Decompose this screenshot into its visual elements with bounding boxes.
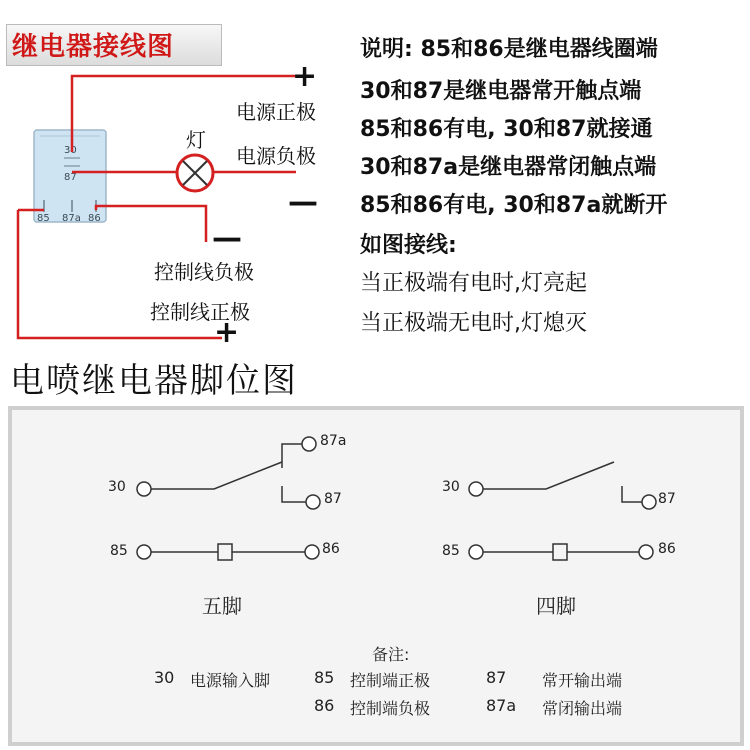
- four-pin-30-terminal: [469, 482, 483, 496]
- lamp-label: 灯: [186, 128, 206, 152]
- note-line-5: 85和86有电, 30和87a就断开: [360, 193, 668, 218]
- power-positive-label: 电源正极: [236, 100, 316, 124]
- minus-sign-power: —: [288, 185, 318, 220]
- five-pin-caption: 五脚: [202, 594, 242, 618]
- five-pin-87-wire: [282, 486, 306, 502]
- four-pin-87-terminal: [642, 495, 656, 509]
- legend-num: 87: [486, 668, 507, 687]
- note-line-8: 当正极端无电时,灯熄灭: [360, 311, 587, 336]
- note-line-2: 30和87是继电器常开触点端: [360, 79, 642, 104]
- five-pin-label-87: 87: [324, 491, 342, 507]
- four-pin-caption: 四脚: [536, 594, 576, 618]
- power-negative-label: 电源负极: [236, 144, 316, 168]
- note-line-4: 30和87a是继电器常闭触点端: [360, 155, 657, 180]
- legend-num: 86: [314, 696, 335, 715]
- five-pin-switch-arm: [151, 462, 282, 489]
- legend-desc: 电源输入脚: [190, 671, 271, 690]
- note-line-3: 85和86有电, 30和87就接通: [360, 117, 653, 142]
- five-pin-coil: [218, 544, 232, 560]
- legend-desc: 控制端负极: [350, 699, 431, 718]
- five-pin-30-terminal: [137, 482, 151, 496]
- legend-desc: 控制端正极: [350, 671, 431, 690]
- five-pin-label-30: 30: [108, 479, 126, 495]
- five-pin-85-terminal: [137, 545, 151, 559]
- note-line-7: 当正极端有电时,灯亮起: [360, 271, 587, 296]
- plus-sign-power: +: [292, 59, 318, 94]
- legend-num: 30: [154, 668, 175, 687]
- relay-pin-30: 30: [64, 145, 77, 156]
- legend-heading: 备注:: [372, 645, 410, 664]
- relay-pin-86: 86: [88, 213, 101, 224]
- plus-sign-control: +: [214, 315, 240, 350]
- note-line-6: 如图接线:: [360, 233, 457, 258]
- four-pin-switch-arm: [483, 462, 614, 489]
- legend-desc: 常开输出端: [542, 671, 623, 690]
- five-pin-86-terminal: [305, 545, 319, 559]
- legend-desc: 常闭输出端: [542, 699, 623, 718]
- relay-pin-85: 85: [37, 213, 50, 224]
- five-pin-label-86: 86: [322, 541, 340, 557]
- five-pin-87a-terminal: [302, 437, 316, 451]
- five-pin-label-85: 85: [110, 543, 128, 559]
- four-pin-coil: [553, 544, 567, 560]
- four-pin-87-wire: [622, 486, 642, 502]
- page-title: 继电器接线图: [12, 32, 175, 62]
- four-pin-label-30: 30: [442, 479, 460, 495]
- relay-pin-87: 87: [64, 172, 77, 183]
- legend-num: 87a: [486, 696, 517, 715]
- four-pin-86-terminal: [639, 545, 653, 559]
- five-pin-label-87a: 87a: [320, 433, 347, 449]
- legend-num: 85: [314, 668, 335, 687]
- four-pin-label-86: 86: [658, 541, 676, 557]
- five-pin-87-terminal: [306, 495, 320, 509]
- four-pin-label-85: 85: [442, 543, 460, 559]
- four-pin-85-terminal: [469, 545, 483, 559]
- control-negative-label: 控制线负极: [154, 260, 254, 284]
- minus-sign-control: —: [212, 221, 242, 256]
- four-pin-label-87: 87: [658, 491, 676, 507]
- control-positive-label: 控制线正极: [150, 300, 250, 324]
- relay-pin-87a: 87a: [62, 213, 81, 224]
- note-line-1: 说明: 85和86是继电器线圈端: [360, 37, 658, 62]
- five-pin-87a-wire: [282, 444, 302, 468]
- pinout-title: 电喷继电器脚位图: [10, 361, 298, 401]
